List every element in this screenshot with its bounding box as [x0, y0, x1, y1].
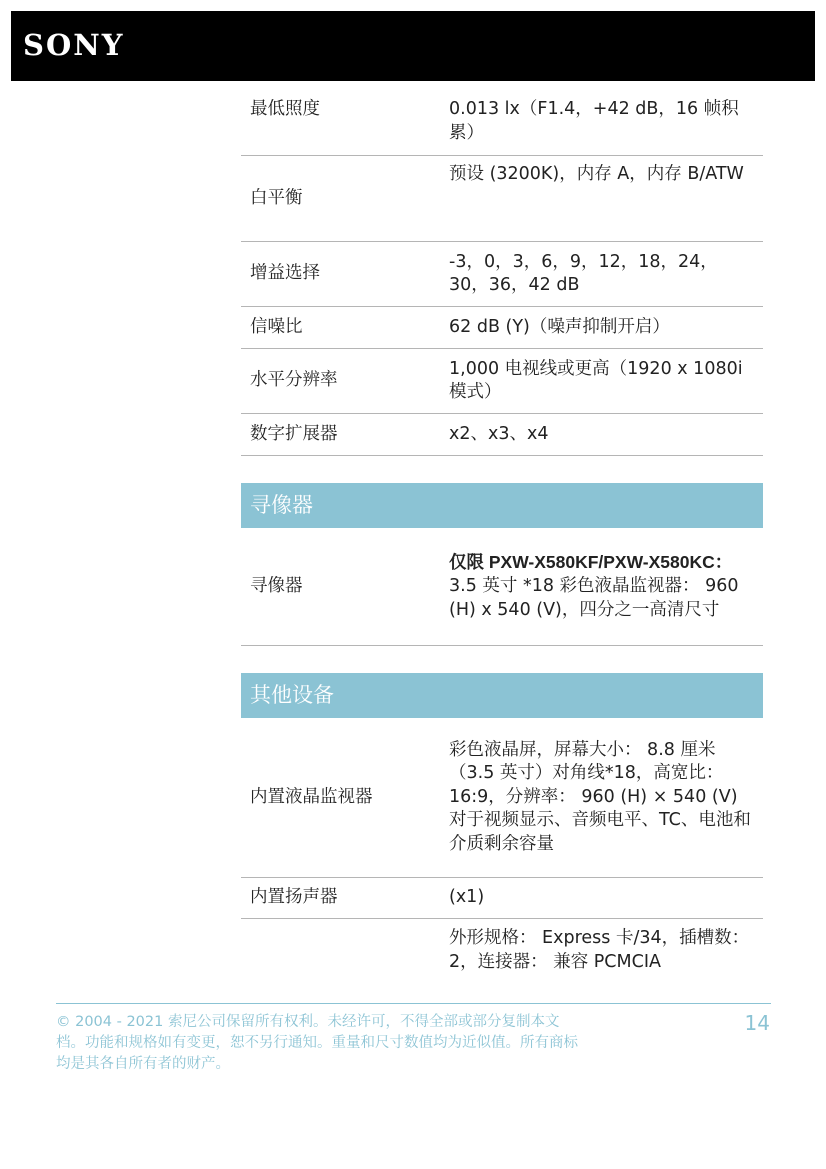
spec-label: 内置液晶监视器 [250, 786, 373, 807]
spec-row-snr [241, 307, 763, 349]
spec-label: 最低照度 [250, 99, 320, 119]
footer-copyright: © 2004 - 2021 索尼公司保留所有权利。未经许可，不得全部或部分复制本文档。功能和规格如有变更，恕不另行通知。重量和尺寸数值均为近似值。所有商标均是其各自所有者的财产。 [56, 1014, 578, 1072]
spec-row-media-slot [241, 919, 763, 979]
spec-label: 白平衡 [250, 187, 303, 208]
spec-value: 对于视频显示、音频电平、TC、电池和介质剩余容量 [449, 810, 751, 854]
page-number: 14 [744, 1011, 770, 1035]
spec-row-min-illumination [241, 86, 763, 156]
spec-label [241, 919, 449, 979]
spec-value: 62 dB (Y)（噪声抑制开启） [449, 316, 670, 337]
spec-value: 0.013 lx（F1.4，+42 dB，16 帧积累） [449, 99, 739, 143]
spec-row-horizontal-resolution [241, 349, 763, 414]
spec-label: 寻像器 [250, 575, 303, 596]
spec-row-gain [241, 242, 763, 307]
spec-row-lcd-monitor [241, 718, 763, 878]
spec-value-text: 3.5 英寸 *18 彩色液晶监视器： 960 (H) x 540 (V)，四分之一高清尺寸 [449, 576, 739, 620]
spec-row-viewfinder [241, 528, 763, 646]
footer-divider [56, 1003, 771, 1004]
spec-label: 内置扬声器 [250, 887, 338, 908]
sony-logo: SONY [23, 28, 125, 62]
spec-table [241, 86, 763, 979]
spec-row-speaker [241, 878, 763, 919]
spec-value: 彩色液晶屏，屏幕大小： 8.8 厘米（3.5 英寸）对角线*18，高宽比： 16:9，分辨率： 960 (H) × 540 (V) [449, 739, 738, 807]
section-title-viewfinder: 寻像器 [241, 483, 763, 528]
section-title-other: 其他设备 [241, 673, 763, 718]
spec-row-digital-extender [241, 414, 763, 456]
spec-value: 1,000 电视线或更高（1920 x 1080i 模式） [449, 358, 743, 402]
spec-label: 水平分辨率 [250, 370, 338, 391]
spec-value: (x1) [449, 887, 485, 908]
spec-label: 信噪比 [250, 316, 303, 337]
model-note: 仅限 PXW-X580KF/PXW-X580KC： [449, 551, 733, 572]
spec-value: x2、x3、x4 [449, 423, 549, 444]
spec-label: 数字扩展器 [250, 423, 338, 444]
spec-row-white-balance [241, 156, 763, 242]
spec-value: 外形规格： Express 卡/34，插槽数： 2，连接器： 兼容 PCMCIA [449, 928, 750, 972]
spec-label: 增益选择 [250, 263, 320, 284]
spec-value: 预设 (3200K)，内存 A，内存 B/ATW [449, 164, 744, 184]
header-bar [11, 11, 815, 81]
spec-value [449, 551, 757, 623]
spec-value: -3，0，3，6，9，12，18，24，30，36，42 dB [449, 251, 718, 295]
